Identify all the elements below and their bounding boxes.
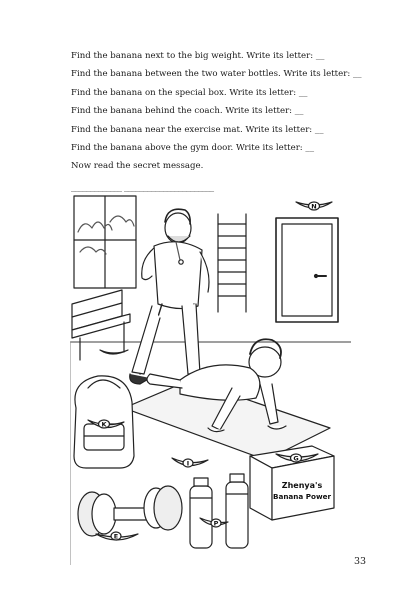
wall-bars — [218, 214, 246, 312]
dumbbell — [78, 486, 182, 536]
box-label-line1: Zhenya's — [281, 481, 323, 490]
secret-message-instruction: Now read the secret message. — [71, 161, 204, 172]
letter-P: P — [213, 519, 219, 528]
letter-I: I — [186, 459, 190, 468]
letter-K: K — [101, 420, 107, 429]
letter-N: N — [311, 202, 317, 211]
page-number: 33 — [354, 556, 367, 567]
gym-illustration — [70, 192, 351, 565]
clue-4: Find the banana behind the coach. Write its letter: __ — [71, 106, 304, 117]
water-bottles — [190, 474, 248, 548]
clue-2: Find the banana between the two water bottles. Write its letter: __ — [71, 69, 362, 80]
clue-1: Find the banana next to the big weight. Write its letter: __ — [71, 51, 325, 61]
gym-door — [276, 218, 338, 322]
box-label-line2: Banana Power — [272, 492, 332, 501]
secret-message-blanks[interactable]: _____________ _______________________ — [71, 183, 214, 193]
clue-3: Find the banana on the special box. Write its letter: __ — [71, 87, 308, 98]
banana-door — [296, 202, 332, 211]
bench — [72, 290, 130, 360]
banana-mat — [172, 458, 208, 468]
letter-G: G — [293, 454, 299, 463]
window — [74, 196, 136, 288]
letter-E: E — [113, 532, 119, 541]
clue-6: Find the banana above the gym door. Write its letter: __ — [71, 142, 315, 153]
coach — [130, 209, 209, 386]
clue-5: Find the banana near the exercise mat. Write its letter: __ — [71, 124, 324, 135]
clue-list — [71, 47, 391, 176]
